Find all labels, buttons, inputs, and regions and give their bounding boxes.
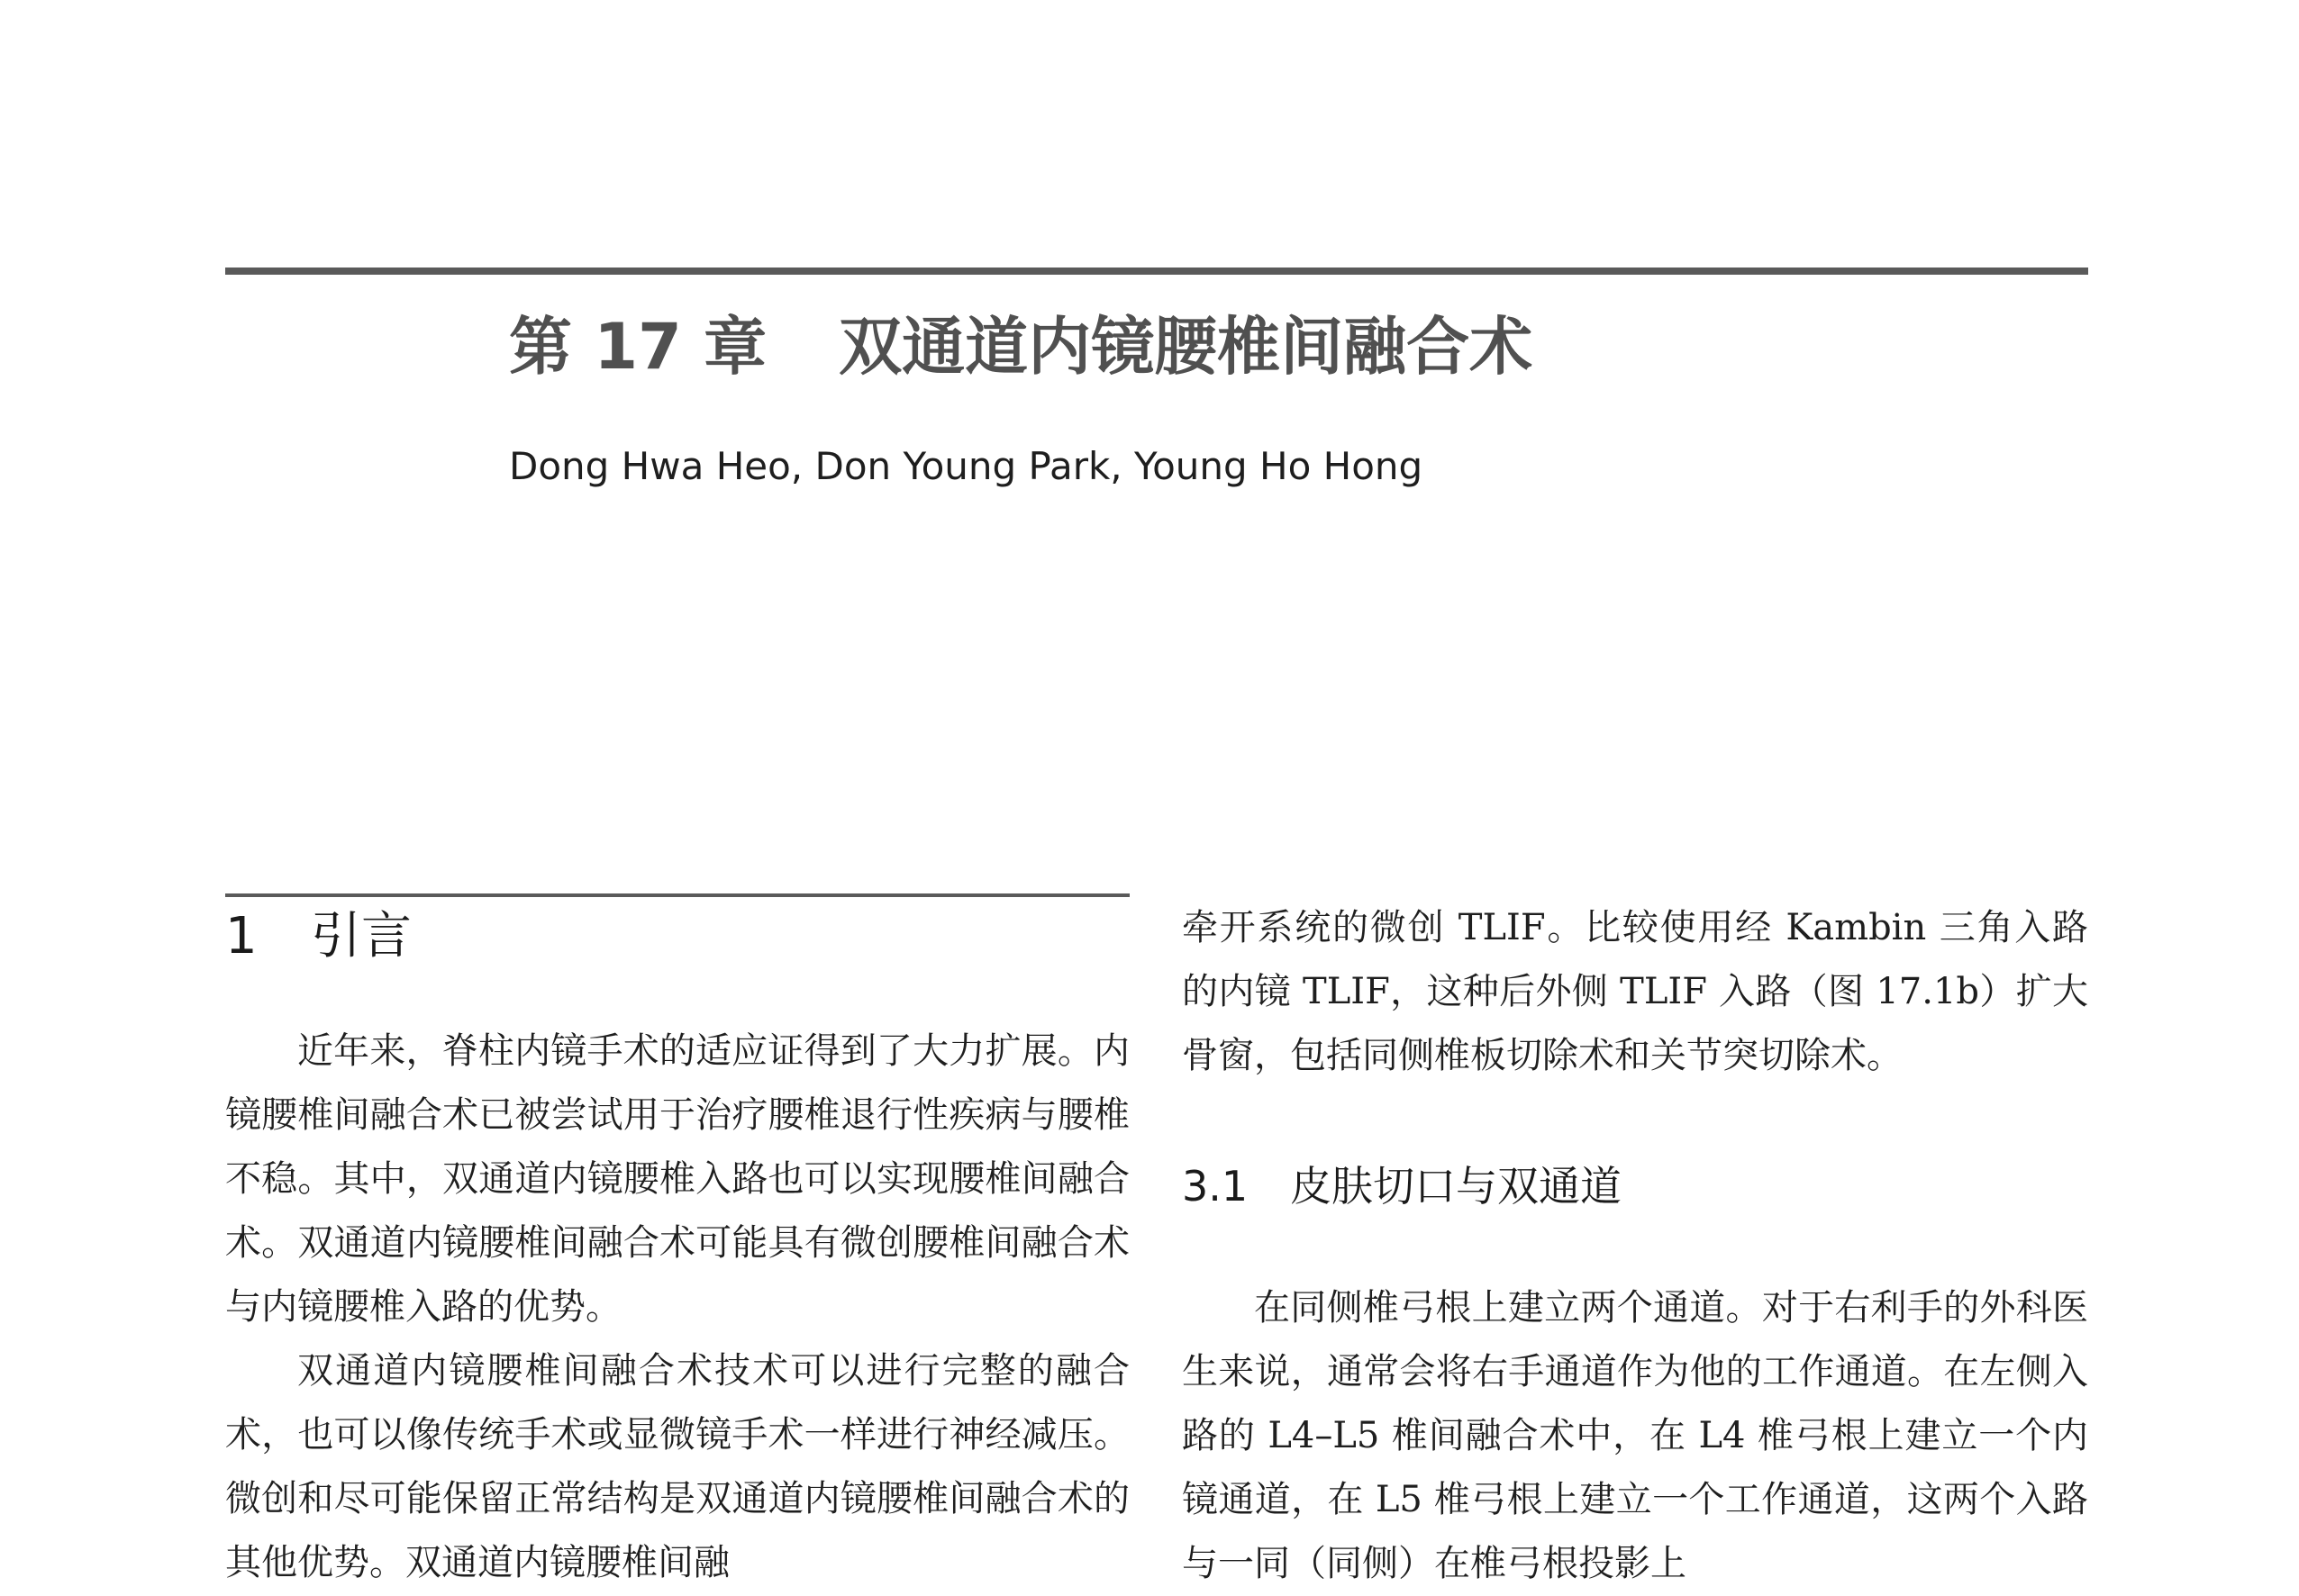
paragraph: 在同侧椎弓根上建立两个通道。对于右利手的外科医生来说，通常会将右手通道作为他的工作通道。在左侧入路的 L4–L5 椎间融合术中，在 L4 椎弓根上建立一个内镜通道，在 L5 椎弓根上建立一个工作通道，这两个入路与一同（同侧）在椎弓根投影上 <box>1182 1287 2088 1584</box>
right-column-continuation <box>1182 896 2088 1088</box>
introduction-body <box>225 1020 1130 1583</box>
section-number: 1 <box>225 907 258 966</box>
subsection-number: 3.1 <box>1182 1162 1249 1211</box>
paragraph: 近年来，脊柱内镜手术的适应证得到了大力扩展。内镜腰椎间融合术已被尝试用于治疗腰椎退行性疾病与腰椎不稳。其中，双通道内镜腰椎入路也可以实现腰椎间融合术。双通道内镜腰椎间融合术可能具有微创腰椎间融合术与内镜腰椎入路的优势。 <box>225 1030 1130 1328</box>
chapter-number: 第 17 章 <box>509 310 768 384</box>
chapter-title-text: 双通道内镜腰椎间融合术 <box>839 310 1533 384</box>
subsection-body <box>1182 1276 2088 1584</box>
subsection-title: 皮肤切口与双通道 <box>1290 1162 1622 1211</box>
author-list: Dong Hwa Heo, Don Young Park, Young Ho Hong <box>509 444 1423 488</box>
section-heading-introduction <box>225 901 412 973</box>
section-title: 引言 <box>311 907 412 966</box>
chapter-top-rule <box>225 268 2088 275</box>
chapter-title <box>509 302 1532 392</box>
paragraph: 牵开系统的微创 TLIF。比较使用经 Kambin 三角入路的内镜 TLIF，这种后外侧 TLIF 入路（图 17.1b）扩大骨窗，包括同侧椎板切除术和关节突切除术。 <box>1182 907 2088 1076</box>
subsection-heading-skin-incision <box>1182 1155 1622 1218</box>
section-rule <box>225 893 1130 897</box>
paragraph: 双通道内镜腰椎间融合术技术可以进行完整的融合术，也可以像传统手术或显微镜手术一样进行神经减压。微创和尽可能保留正常结构是双通道内镜腰椎间融合术的其他优势。双通道内镜腰椎间融 <box>225 1350 1130 1583</box>
